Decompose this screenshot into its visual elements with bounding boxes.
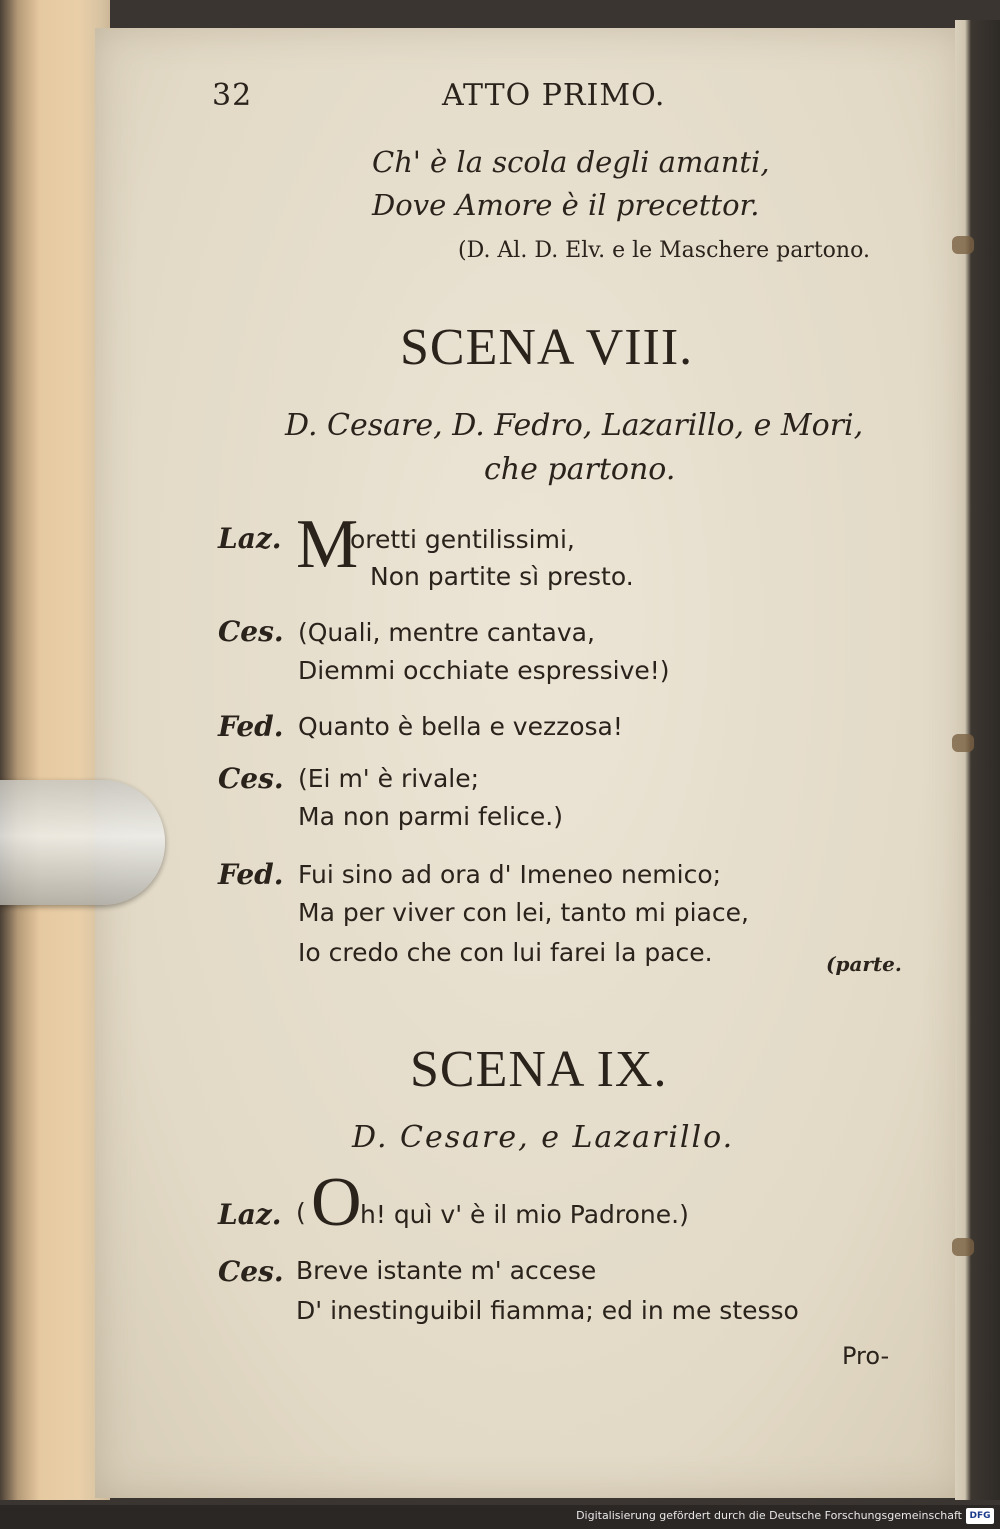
verse-line: Dove Amore è il precettor. <box>372 188 760 222</box>
stage-direction: (parte. <box>826 952 902 976</box>
dialogue-line: Quanto è bella e vezzosa! <box>298 712 623 741</box>
cast-list: che partono. <box>484 452 676 487</box>
scene-title: SCENA IX. <box>410 1041 668 1098</box>
stage-direction: (D. Al. D. Elv. e le Maschere partono. <box>458 238 870 263</box>
cast-list: D. Cesare, e Lazarillo. <box>352 1120 735 1155</box>
speaker-name: Ces. <box>218 762 284 795</box>
page-number: 32 <box>212 78 253 113</box>
footer-credit: Digitalisierung gefördert durch die Deutsche Forschungsgemeinschaft <box>576 1509 962 1522</box>
dialogue-line: Ma non parmi felice.) <box>298 802 563 831</box>
speaker-name: Ces. <box>218 615 284 648</box>
page-clip <box>0 780 165 905</box>
drop-cap: M <box>296 506 359 583</box>
dialogue-line: Breve istante m' accese <box>296 1256 597 1285</box>
speaker-name: Laz. <box>218 522 282 555</box>
drop-cap: O <box>311 1164 362 1241</box>
binding-stitch <box>952 1238 974 1256</box>
dfg-logo: DFG <box>966 1508 994 1524</box>
speaker-name: Laz. <box>218 1198 282 1231</box>
dialogue-line: Io credo che con lui farei la pace. <box>298 938 713 967</box>
dialogue-line: (Quali, mentre cantava, <box>298 618 595 647</box>
dialogue-line: Diemmi occhiate espressive!) <box>298 656 670 685</box>
dialogue-line: Ma per viver con lei, tanto mi piace, <box>298 898 749 927</box>
dialogue-line: Fui sino ad ora d' Imeneo nemico; <box>298 860 722 889</box>
speaker-name: Ces. <box>218 1255 284 1288</box>
catchword: Pro- <box>842 1342 890 1370</box>
binding-stitch <box>952 734 974 752</box>
dialogue-line: (Ei m' è rivale; <box>298 764 480 793</box>
dialogue-line: Non partite sì presto. <box>370 562 634 591</box>
binding-stitch <box>952 236 974 254</box>
speaker-name: Fed. <box>218 858 284 891</box>
dialogue-line: oretti gentilissimi, <box>350 525 575 554</box>
scene-title: SCENA VIII. <box>400 319 694 376</box>
dialogue-line: h! quì v' è il mio Padrone.) <box>360 1200 689 1229</box>
book-edge <box>0 0 110 1500</box>
dialogue-line: D' inestinguibil fiamma; ed in me stesso <box>296 1296 799 1325</box>
cast-list: D. Cesare, D. Fedro, Lazarillo, e Mori, <box>285 408 864 443</box>
running-title: ATTO PRIMO. <box>442 78 666 113</box>
verse-line: Ch' è la scola degli amanti, <box>372 145 770 179</box>
speaker-name: Fed. <box>218 710 284 743</box>
open-paren: ( <box>296 1198 306 1227</box>
